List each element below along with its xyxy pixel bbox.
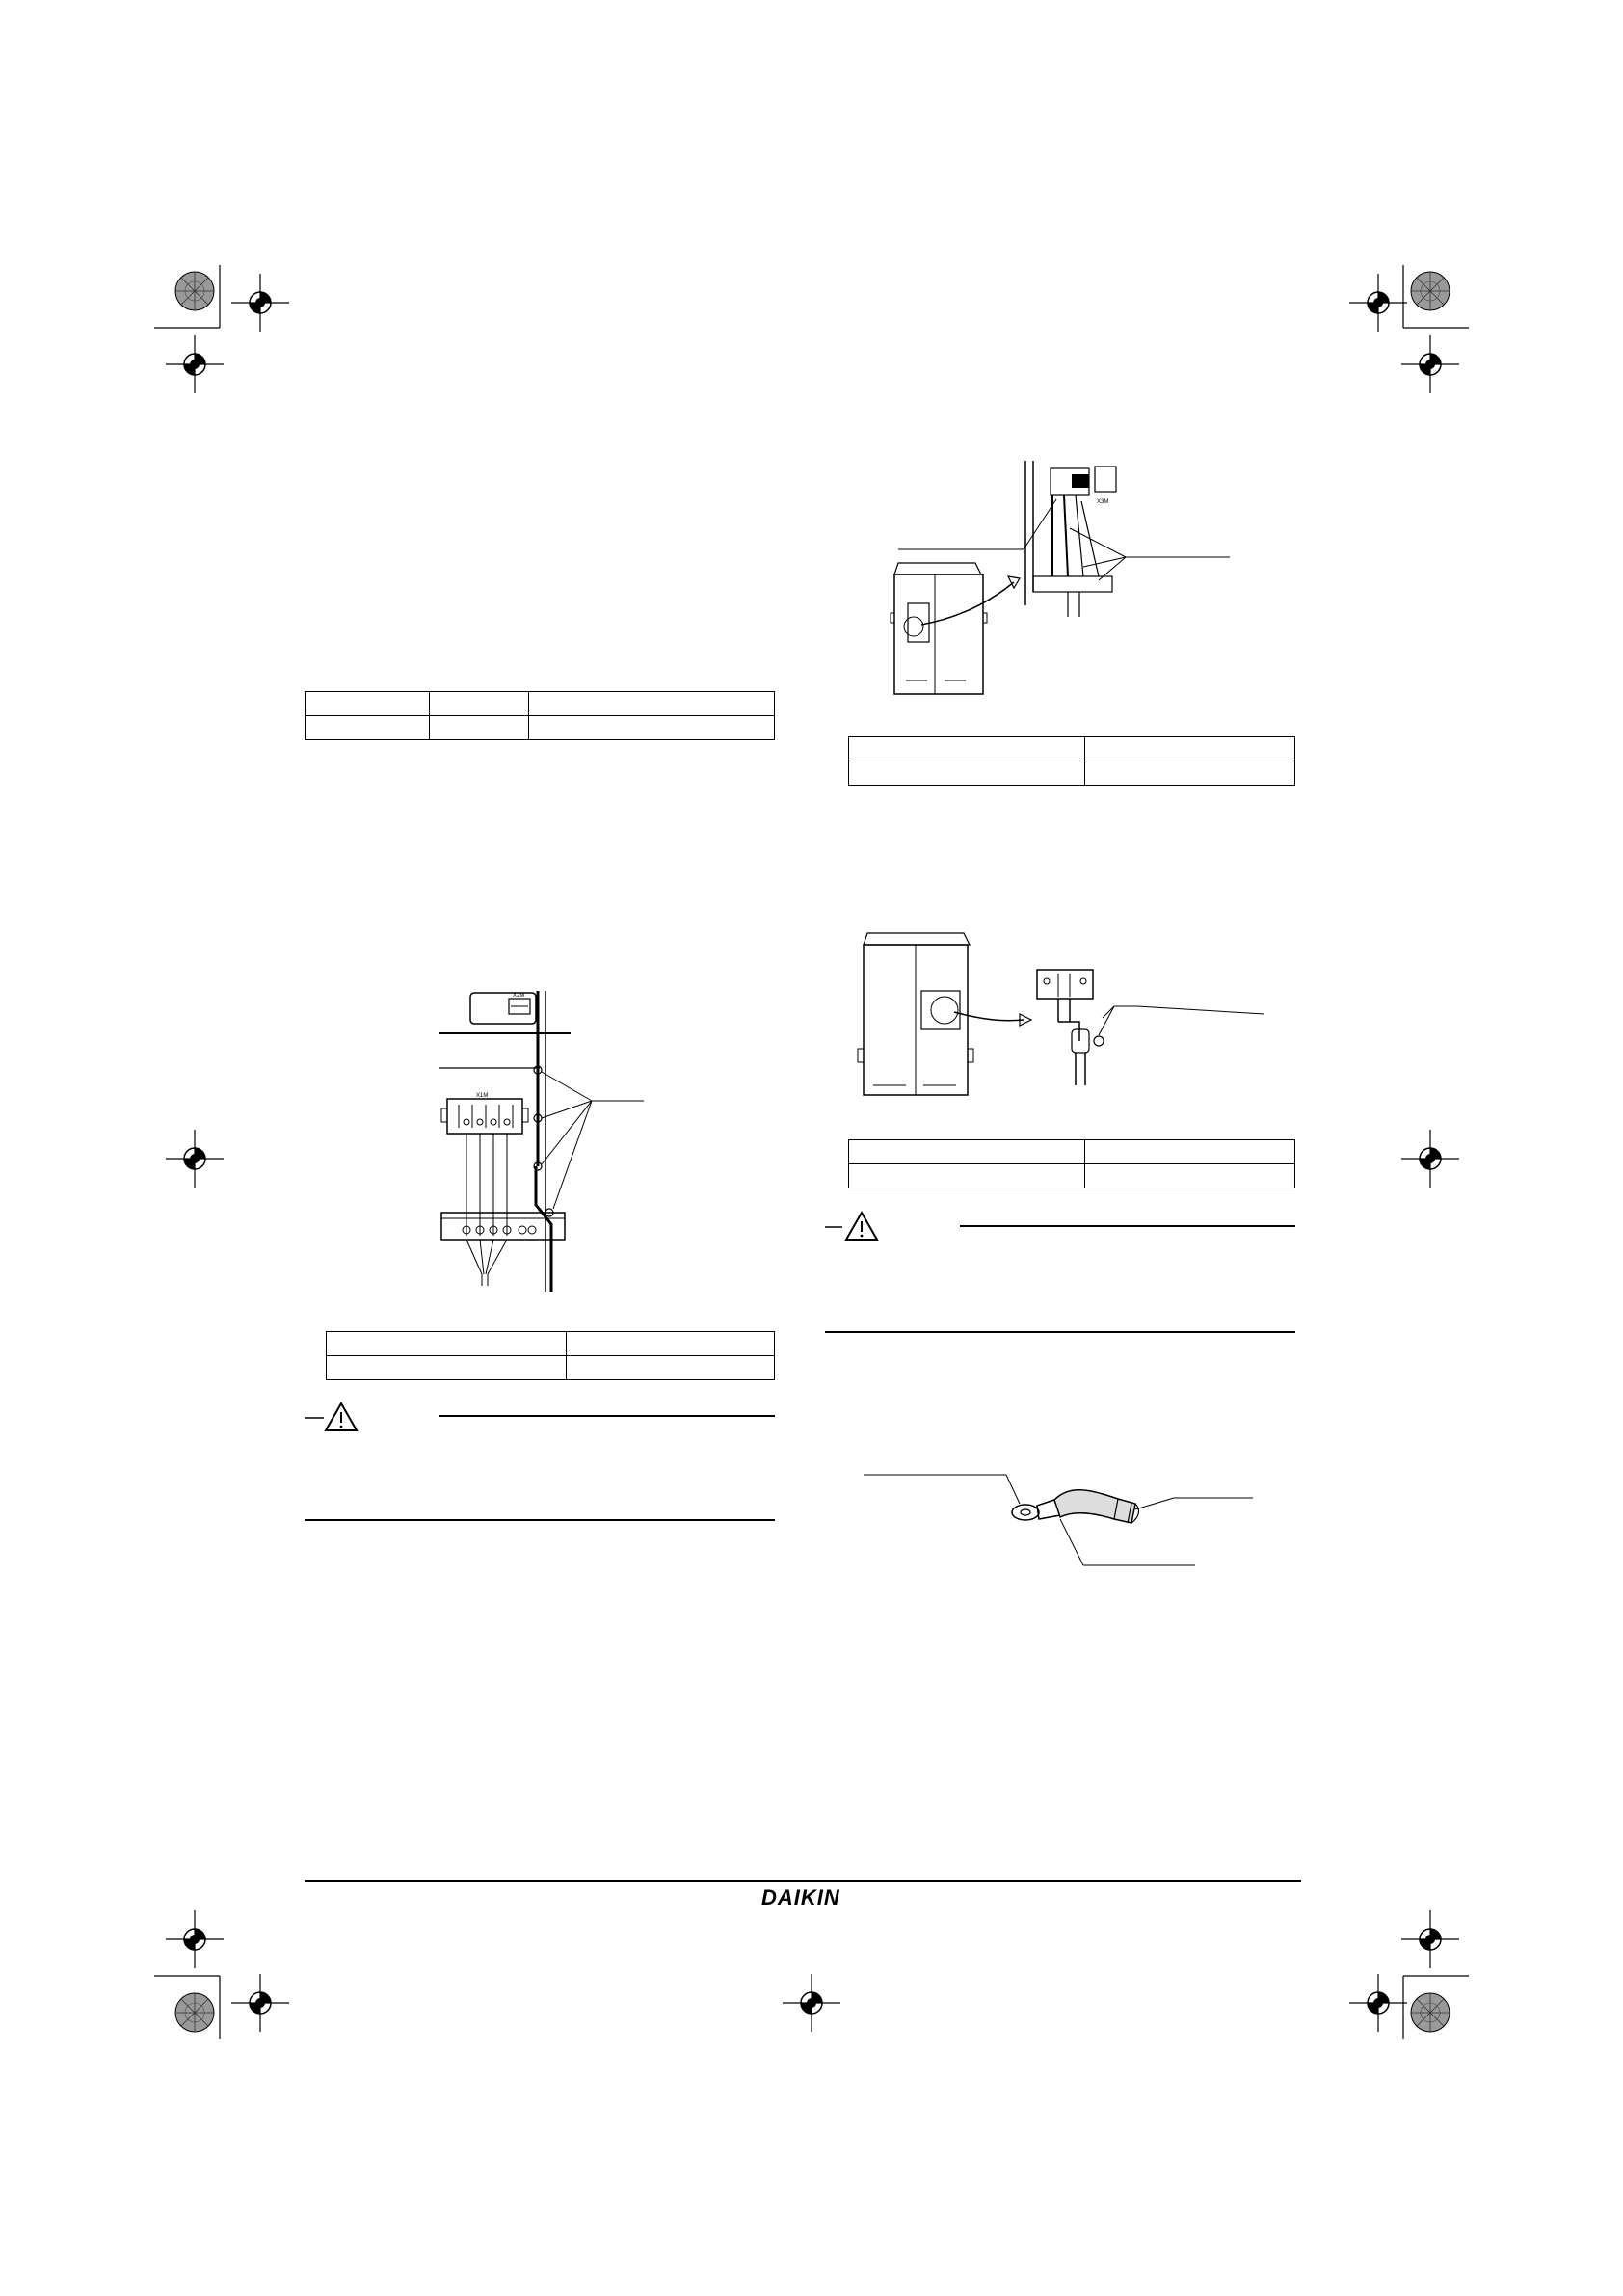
daikin-logo: DAIKIN <box>761 1885 840 1909</box>
footer-rule <box>305 1880 1301 1882</box>
terminal-label-x1m: X1M <box>476 1093 489 1099</box>
terminal-label-x2m: X2M <box>513 993 525 999</box>
terminal-label-x3m: X3M <box>1097 499 1109 505</box>
